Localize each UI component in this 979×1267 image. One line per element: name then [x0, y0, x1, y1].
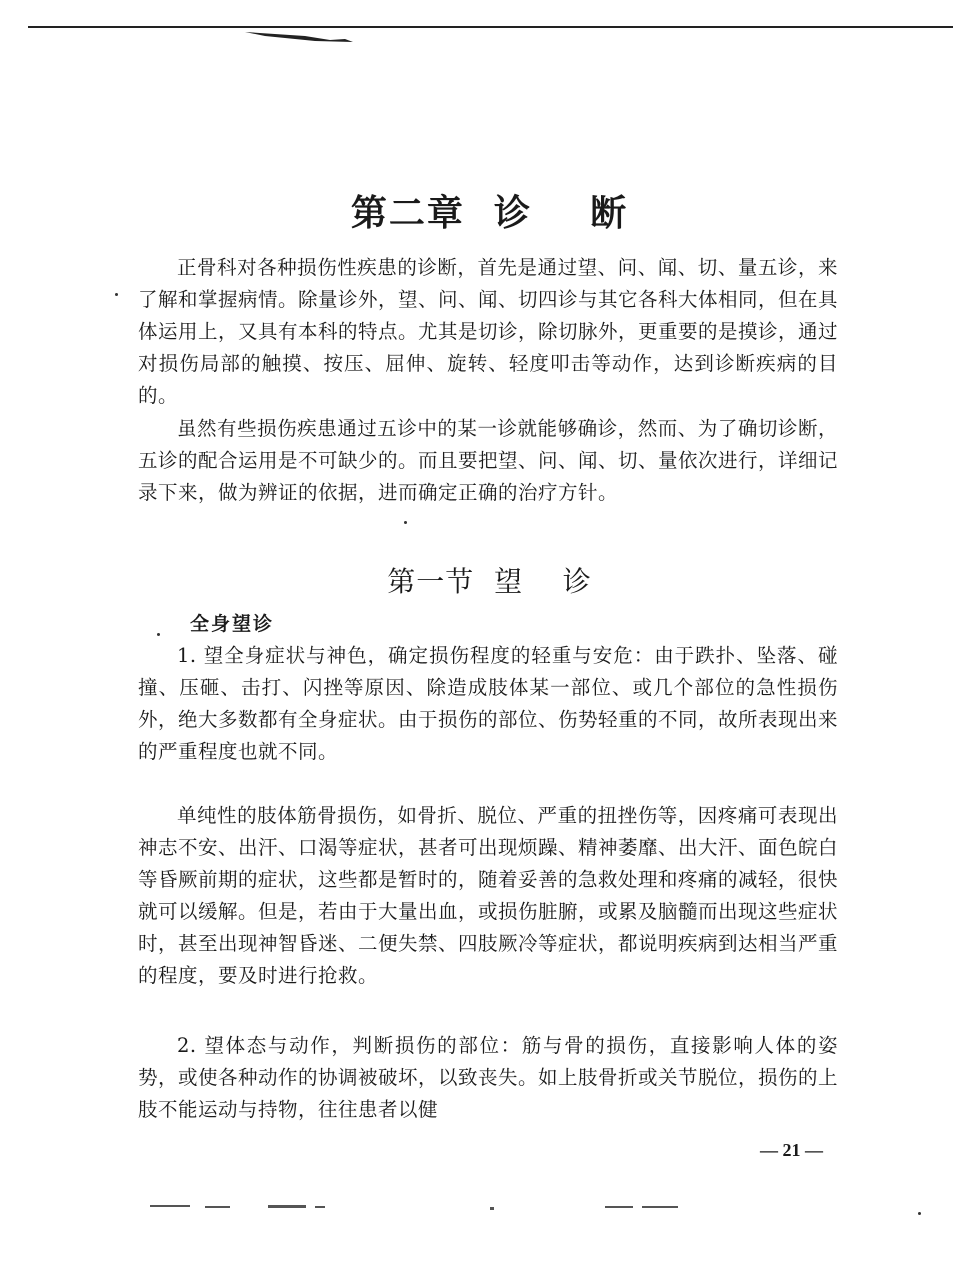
- section-title: 第一节 望 诊: [387, 565, 592, 598]
- page-number: — 21 —: [760, 1140, 823, 1160]
- scan-speck: [157, 633, 160, 636]
- chapter-title: 第二章 诊 断: [350, 192, 629, 234]
- intro-paragraph-1: 正骨科对各种损伤性疾患的诊断，首先是通过望、问、闻、切、量五诊，来了解和掌握病情。除量诊外，望、问、闻、切四诊与其它各科大体相同，但在具体运用上，又具有本科的特点。尤其是切诊，除切脉外，更重要的是摸诊，通过对损伤局部的触摸、按压、屈伸、旋转、轻度叩击等动作，达到诊断疾病的目的。: [138, 256, 839, 407]
- body-paragraph-1: 1. 望全身症状与神色，确定损伤程度的轻重与安危：由于跌扑、坠落、碰撞、压砸、击打、闪挫等原因、除造成肢体某一部位、或几个部位的急性损伤外，绝大多数都有全身症状。由于损伤的部位、伤势轻重的不同，故所表现出来的严重程度也就不同。: [138, 644, 839, 763]
- subheading: 全身望诊: [190, 613, 275, 635]
- scan-speck: [918, 1212, 921, 1215]
- scan-noise: [150, 1200, 750, 1214]
- header-rule: [28, 26, 953, 28]
- body-paragraph-2: 单纯性的肢体筋骨损伤，如骨折、脱位、严重的扭挫伤等，因疼痛可表现出神志不安、出汗、口渴等症状，甚者可出现烦躁、精神萎靡、出大汗、面色皖白等昏厥前期的症状，这些都是暂时的，随着妥善的急救处理和疼痛的减轻，很快就可以缓解。但是，若由于大量出血，或损伤脏腑，或累及脑髓而出现这些症状时，甚至出现神智昏迷、二便失禁、四肢厥冷等症状，都说明疾病到达相当严重的程度，要及时进行抢救。: [138, 804, 839, 987]
- scan-speck: [115, 293, 118, 296]
- scan-speck: [404, 521, 407, 524]
- body-paragraph-3: 2. 望体态与动作，判断损伤的部位：筋与骨的损伤，直接影响人体的姿势，或使各种动作的协调被破坏，以致丧失。如上肢骨折或关节脱位，损伤的上肢不能运动与持物，往往患者以健: [138, 1034, 839, 1121]
- intro-paragraph-2: 虽然有些损伤疾患通过五诊中的某一诊就能够确诊，然而、为了确切诊断，五诊的配合运用是不可缺少的。而且要把望、问、闻、切、量依次进行，详细记录下来，做为辨证的依据，进而确定正确的治疗方针。: [138, 417, 839, 504]
- scan-smudge: [245, 30, 355, 44]
